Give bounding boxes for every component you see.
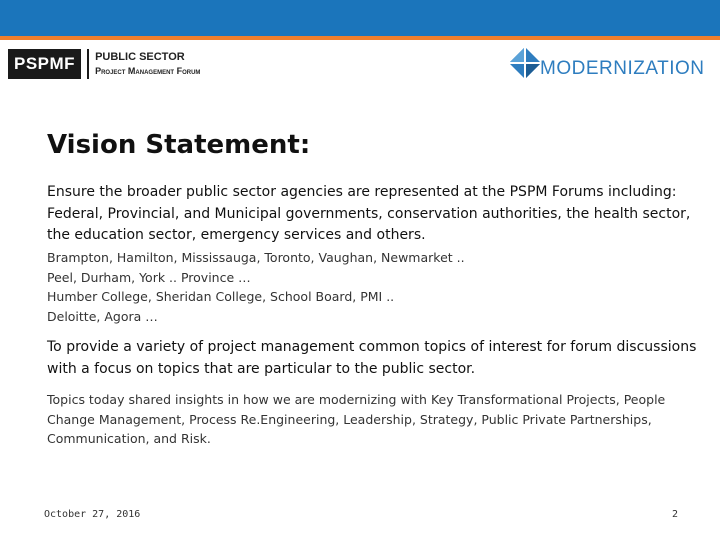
list-item: Deloitte, Agora … — [47, 308, 158, 324]
modernization-logo — [508, 46, 704, 80]
topics-paragraph: Topics today shared insights in how we are modernizing with Key Transformational Projects, People Change Management, Process Re.Engineering, Leadership, Strategy, Public Private Partnerships, Communication, and Risk. — [47, 392, 666, 446]
footer-date: October 27, 2016 — [44, 509, 141, 520]
pspmf-logo-text — [95, 50, 200, 78]
slide-title: Vision Statement: — [47, 130, 311, 160]
logo-divider — [87, 49, 89, 79]
logo-line-1: PUBLIC SECTOR — [95, 51, 185, 63]
logo-line-2: Project Management Forum — [95, 66, 201, 76]
purpose-paragraph: To provide a variety of project management common topics of interest for forum discussions with a focus on topics that are particular to the public sector. — [47, 339, 697, 377]
list-item: Humber College, Sheridan College, School Board, PMI .. — [47, 289, 395, 304]
page-number: 2 — [671, 509, 678, 520]
modernization-logo-text: MODERNIZATION — [540, 58, 705, 79]
list-item: Brampton, Hamilton, Mississauga, Toronto, Vaughan, Newmarket .. — [47, 250, 465, 265]
vision-paragraph: Ensure the broader public sector agencies are represented at the PSPM Forums including: Federal, Provincial, and Municipal governments, conservation authorities, the health sector, the education sector, emergency services and others. — [47, 184, 691, 243]
pspmf-logo — [8, 48, 200, 80]
header-orange-bar — [0, 36, 720, 40]
cube-icon — [508, 46, 542, 80]
list-item: Peel, Durham, York .. Province … — [47, 269, 251, 285]
member-list — [47, 248, 697, 326]
pspmf-logo-box: PSPMF — [8, 49, 81, 79]
header-blue-bar — [0, 0, 720, 36]
